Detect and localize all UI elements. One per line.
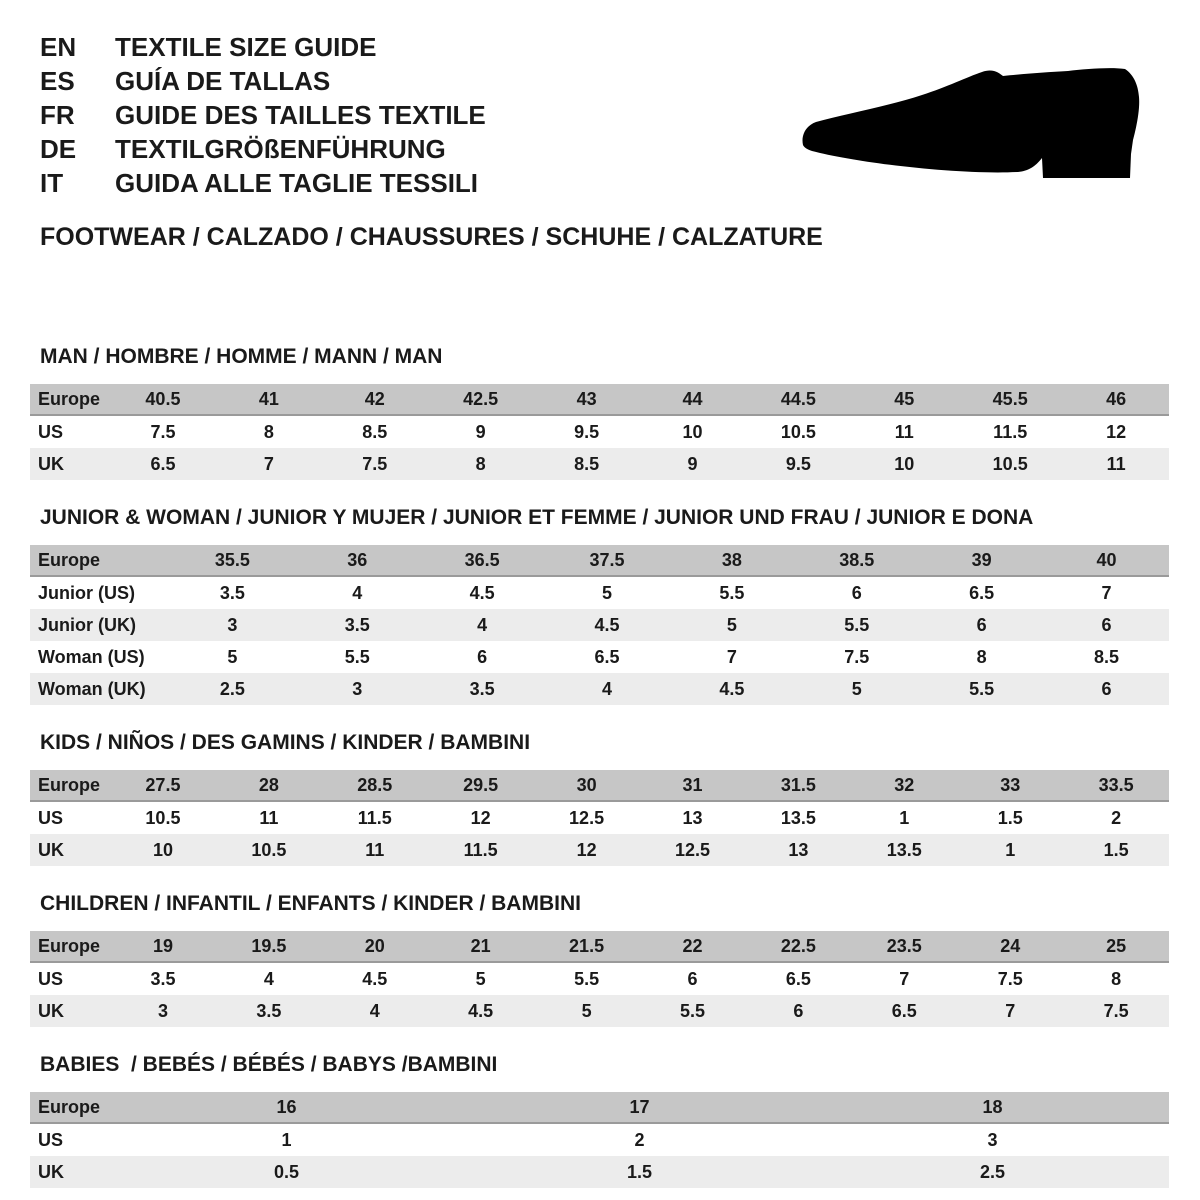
table-cell: 2.5 xyxy=(219,678,245,699)
table-cell: 9 xyxy=(687,453,698,474)
table-cell: 7 xyxy=(1005,1000,1016,1021)
table-cell: 8.5 xyxy=(362,421,388,442)
size-table-kids xyxy=(30,770,1169,866)
table-cell: 5.5 xyxy=(969,678,995,699)
table-cell: 9.5 xyxy=(574,421,600,442)
table-cell: 0.5 xyxy=(273,1161,300,1182)
table-cell: 11.5 xyxy=(993,421,1028,442)
table-cell: 8 xyxy=(976,646,987,667)
table-row-children-uk xyxy=(30,995,1169,1027)
size-table-babies xyxy=(30,1092,1169,1188)
section-title-man: MAN / HOMBRE / HOMME / MANN / MAN xyxy=(40,345,443,368)
table-cell: 11 xyxy=(365,839,385,860)
size-section-junior xyxy=(30,506,1170,705)
table-cell: 8.5 xyxy=(574,453,600,474)
row-label: US xyxy=(38,807,64,828)
size-tables xyxy=(30,345,1170,1200)
table-cell: 24 xyxy=(1000,935,1021,956)
table-row-kids-us xyxy=(30,802,1169,834)
shoe-silhouette-path xyxy=(803,68,1140,178)
shoe-icon xyxy=(800,66,1145,186)
table-cell: 3.5 xyxy=(344,614,370,635)
table-cell: 21.5 xyxy=(569,935,605,956)
language-title: TEXTILGRÖßENFÜHRUNG xyxy=(115,134,446,164)
row-label: UK xyxy=(38,839,64,860)
table-cell: 7.5 xyxy=(362,453,388,474)
table-cell: 10.5 xyxy=(145,807,181,828)
table-cell: 31.5 xyxy=(780,774,816,795)
table-cell: 13.5 xyxy=(780,807,816,828)
table-cell: 1 xyxy=(281,1129,292,1150)
table-cell: 2 xyxy=(634,1129,645,1150)
table-cell: 4 xyxy=(602,678,613,699)
table-cell: 10.5 xyxy=(992,453,1028,474)
table-cell: 6.5 xyxy=(150,453,176,474)
table-cell: 8 xyxy=(1111,968,1122,989)
table-row-children-europe xyxy=(30,931,1169,963)
table-cell: 3 xyxy=(352,678,363,699)
row-label: UK xyxy=(38,1161,64,1182)
table-cell: 5 xyxy=(475,968,486,989)
table-cell: 36 xyxy=(347,549,368,570)
size-table-man xyxy=(30,384,1169,480)
row-label: Europe xyxy=(38,388,101,409)
table-cell: 6 xyxy=(793,1000,804,1021)
table-cell: 4.5 xyxy=(469,582,495,603)
row-label: Europe xyxy=(38,1096,101,1117)
table-row-junior-woman-us xyxy=(30,641,1169,673)
table-cell: 1 xyxy=(899,807,910,828)
table-cell: 12 xyxy=(576,839,597,860)
table-cell: 7 xyxy=(263,453,274,474)
table-cell: 33 xyxy=(1000,774,1021,795)
table-row-junior-europe xyxy=(30,545,1169,577)
table-cell: 6.5 xyxy=(594,646,620,667)
table-cell: 31 xyxy=(682,774,703,795)
table-cell: 38 xyxy=(721,549,742,570)
table-cell: 1 xyxy=(1005,839,1016,860)
table-cell: 42.5 xyxy=(463,388,499,409)
section-title-junior: JUNIOR & WOMAN / JUNIOR Y MUJER / JUNIOR ET FEMME / JUNIOR UND FRAU / JUNIOR E DONA xyxy=(40,506,1034,529)
table-cell: 18 xyxy=(982,1096,1003,1117)
table-cell: 10 xyxy=(682,421,703,442)
language-code: IT xyxy=(40,168,64,198)
table-cell: 44.5 xyxy=(780,388,816,409)
row-label: Europe xyxy=(38,935,101,956)
table-cell: 5.5 xyxy=(574,968,600,989)
row-label: Junior (UK) xyxy=(38,614,136,635)
table-cell: 6.5 xyxy=(785,968,811,989)
size-table-junior xyxy=(30,545,1169,705)
table-cell: 13 xyxy=(788,839,809,860)
table-cell: 11 xyxy=(894,421,914,442)
table-cell: 36.5 xyxy=(464,549,500,570)
table-row-man-uk xyxy=(30,448,1169,480)
section-title-babies: BABIES / BEBÉS / BÉBÉS / BABYS /BAMBINI xyxy=(40,1053,498,1076)
row-label: Woman (UK) xyxy=(38,678,146,699)
table-cell: 6 xyxy=(1101,614,1112,635)
table-cell: 6 xyxy=(1101,678,1112,699)
language-title: GUÍA DE TALLAS xyxy=(115,66,331,96)
table-row-man-europe xyxy=(30,384,1169,416)
table-cell: 6 xyxy=(477,646,488,667)
table-cell: 5.5 xyxy=(844,614,870,635)
table-cell: 30 xyxy=(576,774,597,795)
table-row-junior-junior-uk xyxy=(30,609,1169,641)
table-cell: 3 xyxy=(987,1129,998,1150)
table-cell: 8 xyxy=(475,453,486,474)
table-cell: 32 xyxy=(894,774,915,795)
table-cell: 4 xyxy=(369,1000,380,1021)
section-title-kids: KIDS / NIÑOS / DES GAMINS / KINDER / BAMBINI xyxy=(40,731,531,754)
table-cell: 22 xyxy=(682,935,703,956)
category-title: FOOTWEAR / CALZADO / CHAUSSURES / SCHUHE / CALZATURE xyxy=(40,223,823,251)
table-cell: 7.5 xyxy=(150,421,176,442)
table-cell: 28 xyxy=(258,774,279,795)
table-cell: 5.5 xyxy=(679,1000,705,1021)
table-cell: 10 xyxy=(152,839,173,860)
language-code: FR xyxy=(40,100,75,130)
table-cell: 42 xyxy=(364,388,385,409)
table-cell: 7.5 xyxy=(1103,1000,1129,1021)
table-cell: 7.5 xyxy=(844,646,870,667)
table-cell: 37.5 xyxy=(589,549,625,570)
language-code: EN xyxy=(40,32,77,62)
row-label: Europe xyxy=(38,549,101,570)
language-row xyxy=(40,166,486,200)
table-row-kids-europe xyxy=(30,770,1169,802)
language-code: ES xyxy=(40,66,75,96)
table-cell: 6 xyxy=(976,614,987,635)
table-cell: 45.5 xyxy=(992,388,1028,409)
size-section-kids xyxy=(30,731,1170,866)
row-label: Woman (US) xyxy=(38,646,145,667)
table-cell: 8 xyxy=(263,421,274,442)
table-cell: 4.5 xyxy=(468,1000,494,1021)
table-cell: 10 xyxy=(894,453,915,474)
table-row-babies-uk xyxy=(30,1156,1169,1188)
table-cell: 7.5 xyxy=(997,968,1023,989)
table-cell: 22.5 xyxy=(780,935,816,956)
table-cell: 39 xyxy=(971,549,992,570)
table-row-man-us xyxy=(30,416,1169,448)
table-cell: 4.5 xyxy=(594,614,620,635)
table-cell: 44 xyxy=(682,388,703,409)
table-cell: 35.5 xyxy=(214,549,250,570)
table-cell: 33.5 xyxy=(1098,774,1134,795)
table-cell: 11 xyxy=(1106,453,1126,474)
language-row xyxy=(40,30,486,64)
table-row-children-us xyxy=(30,963,1169,995)
table-cell: 6.5 xyxy=(969,582,995,603)
table-row-babies-us xyxy=(30,1124,1169,1156)
table-cell: 9.5 xyxy=(785,453,811,474)
table-cell: 17 xyxy=(629,1096,650,1117)
table-cell: 29.5 xyxy=(463,774,499,795)
table-cell: 4 xyxy=(263,968,274,989)
row-label: UK xyxy=(38,453,64,474)
table-cell: 38.5 xyxy=(839,549,875,570)
table-cell: 20 xyxy=(364,935,385,956)
size-section-babies xyxy=(30,1053,1006,1188)
table-cell: 45 xyxy=(894,388,915,409)
table-cell: 43 xyxy=(576,388,597,409)
table-cell: 13.5 xyxy=(886,839,922,860)
table-cell: 19.5 xyxy=(251,935,287,956)
size-section-children xyxy=(30,892,1170,1027)
table-row-junior-woman-uk xyxy=(30,673,1169,705)
table-cell: 28.5 xyxy=(357,774,393,795)
table-cell: 4 xyxy=(352,582,363,603)
language-title: TEXTILE SIZE GUIDE xyxy=(115,32,377,62)
table-cell: 5 xyxy=(851,678,862,699)
table-cell: 7 xyxy=(1101,582,1112,603)
table-cell: 2 xyxy=(1111,807,1122,828)
table-cell: 9 xyxy=(475,421,486,442)
table-cell: 1.5 xyxy=(626,1161,653,1182)
table-cell: 46 xyxy=(1106,388,1127,409)
row-label: US xyxy=(38,421,64,442)
table-cell: 21 xyxy=(470,935,491,956)
table-cell: 7 xyxy=(726,646,737,667)
row-label: Europe xyxy=(38,774,101,795)
table-cell: 40.5 xyxy=(145,388,181,409)
table-cell: 5 xyxy=(581,1000,592,1021)
table-cell: 13 xyxy=(682,807,703,828)
table-row-babies-europe xyxy=(30,1092,1169,1124)
table-cell: 3.5 xyxy=(219,582,245,603)
table-cell: 7 xyxy=(899,968,910,989)
language-code: DE xyxy=(40,134,77,164)
table-cell: 3 xyxy=(157,1000,168,1021)
table-cell: 3 xyxy=(227,614,238,635)
section-title-children: CHILDREN / INFANTIL / ENFANTS / KINDER / BAMBINI xyxy=(40,892,581,915)
table-row-kids-uk xyxy=(30,834,1169,866)
table-cell: 4.5 xyxy=(362,968,388,989)
table-cell: 41 xyxy=(258,388,279,409)
table-cell: 11.5 xyxy=(463,839,498,860)
table-cell: 12.5 xyxy=(569,807,605,828)
table-cell: 8.5 xyxy=(1094,646,1120,667)
language-row xyxy=(40,98,486,132)
size-table-children xyxy=(30,931,1169,1027)
table-cell: 2.5 xyxy=(979,1161,1006,1182)
language-row xyxy=(40,64,486,98)
table-cell: 6 xyxy=(687,968,698,989)
table-cell: 5 xyxy=(726,614,737,635)
table-cell: 10.5 xyxy=(251,839,287,860)
table-row-junior-junior-us xyxy=(30,577,1169,609)
table-cell: 1.5 xyxy=(997,807,1023,828)
table-cell: 5.5 xyxy=(344,646,370,667)
table-cell: 4.5 xyxy=(719,678,745,699)
row-label: US xyxy=(38,968,64,989)
table-cell: 16 xyxy=(276,1096,297,1117)
table-cell: 3.5 xyxy=(469,678,495,699)
table-cell: 10.5 xyxy=(780,421,816,442)
table-cell: 19 xyxy=(152,935,173,956)
table-cell: 12.5 xyxy=(674,839,710,860)
table-cell: 3.5 xyxy=(256,1000,282,1021)
language-row xyxy=(40,132,486,166)
table-cell: 1.5 xyxy=(1103,839,1129,860)
language-list xyxy=(40,30,486,200)
table-cell: 11.5 xyxy=(357,807,392,828)
table-cell: 25 xyxy=(1106,935,1127,956)
row-label: UK xyxy=(38,1000,64,1021)
table-cell: 5 xyxy=(227,646,238,667)
table-cell: 27.5 xyxy=(145,774,181,795)
size-section-man xyxy=(30,345,1170,480)
table-cell: 11 xyxy=(259,807,279,828)
table-cell: 12 xyxy=(1106,421,1127,442)
table-cell: 40 xyxy=(1096,549,1117,570)
table-cell: 4 xyxy=(477,614,488,635)
table-cell: 5.5 xyxy=(719,582,745,603)
table-cell: 12 xyxy=(470,807,491,828)
table-cell: 6.5 xyxy=(891,1000,917,1021)
language-title: GUIDA ALLE TAGLIE TESSILI xyxy=(115,168,479,198)
table-cell: 6 xyxy=(851,582,862,603)
table-cell: 3.5 xyxy=(150,968,176,989)
table-cell: 5 xyxy=(602,582,613,603)
row-label: Junior (US) xyxy=(38,582,135,603)
language-title: GUIDE DES TAILLES TEXTILE xyxy=(115,100,486,130)
row-label: US xyxy=(38,1129,64,1150)
table-cell: 23.5 xyxy=(886,935,922,956)
